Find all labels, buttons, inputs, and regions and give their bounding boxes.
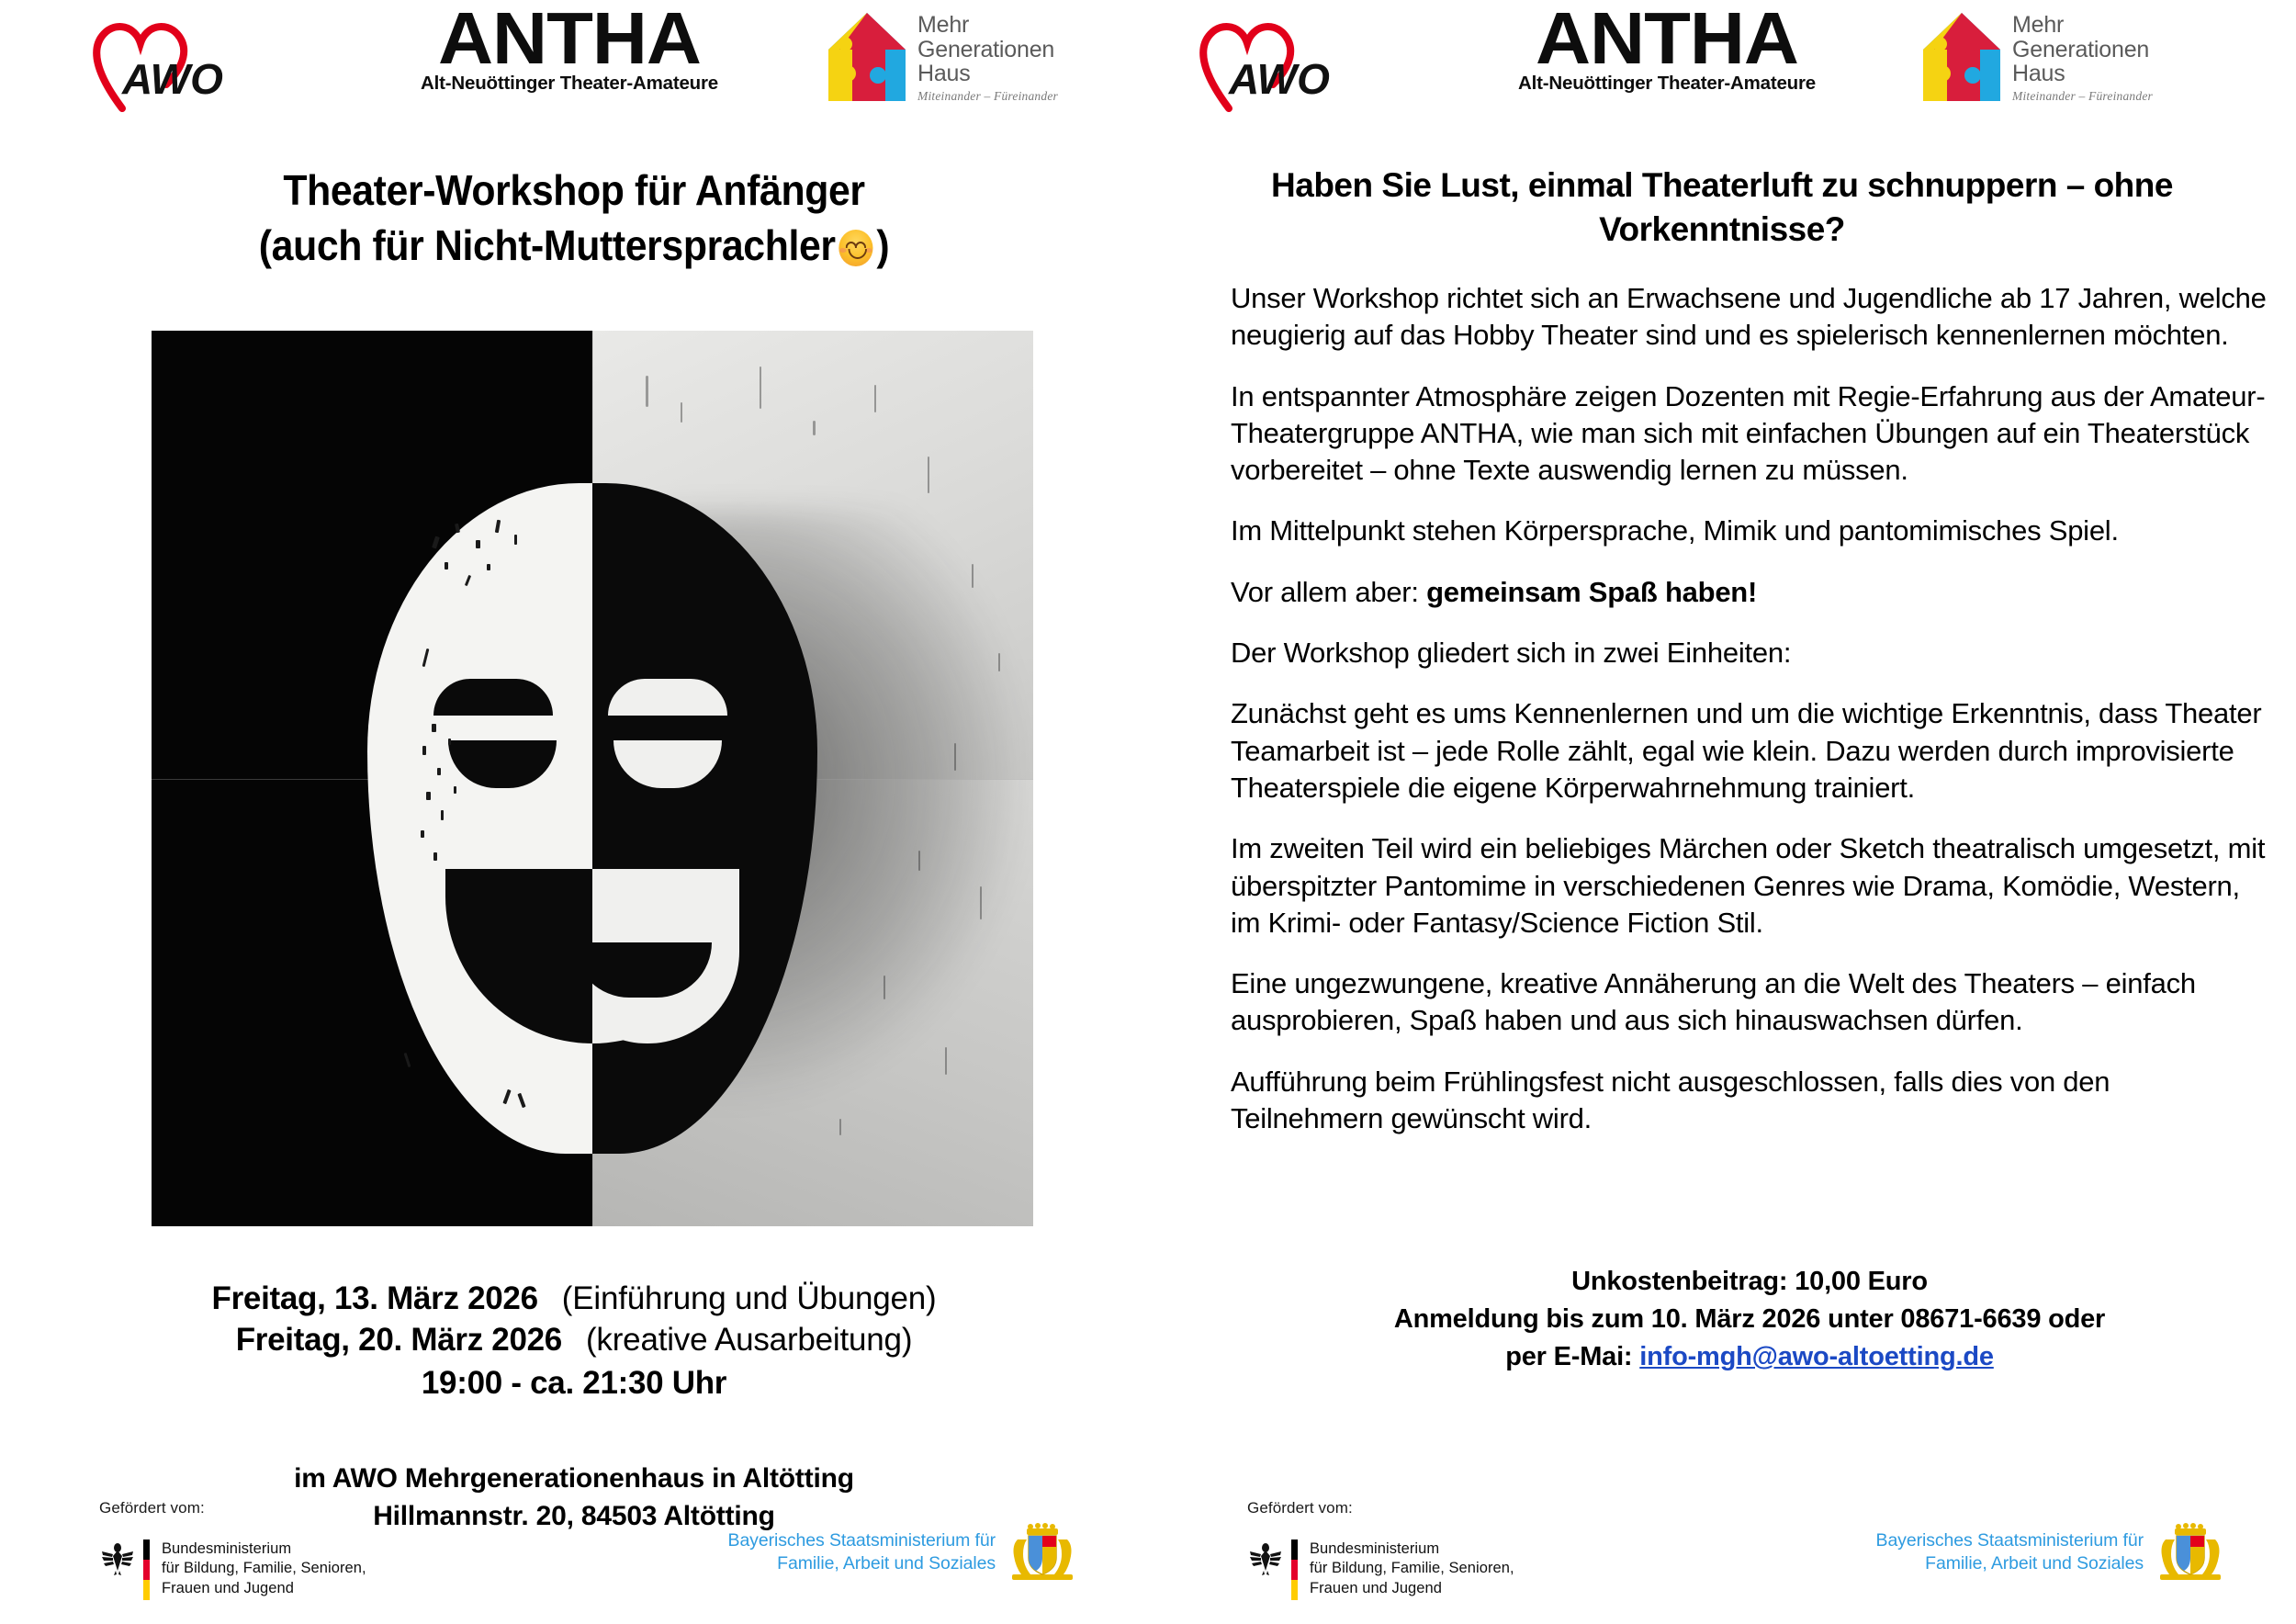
paragraph-8: Aufführung beim Frühlingsfest nicht ausgeschlossen, falls dies von den Teilnehmern gewünscht wird. (1231, 1065, 2110, 1135)
footer-left (0, 1468, 1148, 1624)
awo-logo (87, 13, 243, 114)
bmf-text (1310, 1539, 1514, 1598)
mask-face (367, 483, 817, 1154)
paragraph-3: Im Mittelpunkt stehen Körpersprache, Mimik und pantomimisches Spiel. (1231, 514, 2119, 547)
footer-right (1148, 1468, 2296, 1624)
mgh-line-1: Mehr (917, 12, 970, 38)
date-row-1 (0, 1279, 1148, 1320)
bmf-line-1: Bundesministerium (162, 1540, 292, 1557)
logo-row-left (0, 0, 1148, 129)
mgh-line-2: Generationen (917, 36, 1055, 62)
bavaria-coat-of-arms-icon (1008, 1521, 1076, 1584)
bayern-line-1: Bayerisches Staatsministerium für (1875, 1530, 2144, 1551)
date-block (0, 1279, 1148, 1404)
paragraph-highlight (1231, 574, 2268, 611)
bayern-line-2: Familie, Arbeit und Soziales (1925, 1553, 2144, 1573)
bayern-line-2: Familie, Arbeit und Soziales (777, 1553, 996, 1573)
mgh-house-icon (1919, 9, 2004, 108)
bayern-logo (728, 1521, 1076, 1584)
federal-eagle-icon (101, 1539, 134, 1576)
bmf-line-3: Frauen und Jugend (162, 1579, 294, 1596)
antha-logo-right (1515, 0, 1818, 95)
highlight-bold: gemeinsam Spaß haben! (1426, 575, 1758, 608)
registration-line: Anmeldung bis zum 10. März 2026 unter 08671-6639 oder (1393, 1304, 2106, 1335)
paragraph-1: Unser Workshop richtet sich an Erwachsene und Jugendliche ab 17 Jahren, welche neugierig auf das Hobby Theater sind und es spielerisch kennenlernen möchten. (1231, 282, 2267, 352)
paragraph-2: In entspannter Atmosphäre zeigen Dozenten mit Regie-Erfahrung aus der Amateur-Theatergruppe ANTHA, wie man sich mit einfachen Übungen auf ein Theaterstück vorbereitet – ohne Texte auswendig lernen zu müssen. (1231, 379, 2266, 487)
antha-wordmark: ANTHA (1536, 0, 1798, 79)
venue-line-1: im AWO Mehrgenerationenhaus in Altötting (294, 1463, 854, 1494)
title-line-2 (40, 219, 1109, 274)
bmf-logo (101, 1539, 366, 1600)
fee-line: Unkostenbeitrag: 10,00 Euro (1571, 1267, 1928, 1296)
highlight-prefix: Vor allem aber: (1231, 575, 1427, 608)
right-heading-line-2: Vorkenntnisse? (1599, 210, 1845, 249)
poster-title (0, 164, 1148, 274)
awo-logo-right (1194, 13, 1350, 114)
bmf-line-1: Bundesministerium (1310, 1540, 1440, 1557)
bmf-line-2: für Bildung, Familie, Senioren, (162, 1560, 366, 1577)
date-row-2 (0, 1320, 1148, 1361)
paragraph-6: Im zweiten Teil wird ein beliebiges Märchen oder Sketch theatralisch umgesetzt, mit überspitzter Pantomime in verschiedenen Genres wie Drama, Komödie, Western, im Krimi- oder Fantasy/Science Fiction Stil. (1231, 832, 2266, 939)
mgh-logo (825, 9, 1058, 108)
title-line-1: Theater-Workshop für Anfänger (283, 166, 865, 214)
bmf-logo (1249, 1539, 1514, 1600)
funded-by-label: Gefördert vom: (99, 1499, 205, 1517)
mgh-text-block (917, 9, 1058, 104)
mgh-line-3: Haus (2012, 61, 2065, 86)
smiling-face-with-smiling-eyes-icon (838, 230, 872, 266)
mgh-logo-right (1919, 9, 2153, 108)
theater-mask-photo (152, 331, 1033, 1226)
antha-subtitle: Alt-Neuöttinger Theater-Amateure (1518, 72, 1816, 94)
date-2-note: (kreative Ausarbeitung) (585, 1321, 913, 1358)
bmf-line-3: Frauen und Jugend (1310, 1579, 1442, 1596)
bmf-line-2: für Bildung, Familie, Senioren, (1310, 1560, 1514, 1577)
bmf-text (162, 1539, 366, 1598)
antha-logo (418, 0, 721, 95)
mgh-line-3: Haus (917, 61, 971, 86)
title-line-2-close: ) (876, 220, 890, 269)
antha-wordmark: ANTHA (438, 0, 701, 79)
date-1: Freitag, 13. März 2026 (211, 1280, 538, 1316)
bayern-text (1876, 1529, 2144, 1574)
svg-text:AWO: AWO (122, 55, 223, 103)
mgh-text-block (2012, 9, 2153, 104)
paragraph-4: Der Workshop gliedert sich in zwei Einheiten: (1231, 637, 1792, 670)
logo-row-right (1148, 0, 2296, 129)
email-line (1231, 1338, 2268, 1376)
awo-heart-icon (87, 13, 243, 114)
date-2: Freitag, 20. März 2026 (235, 1321, 562, 1358)
bayern-text (728, 1529, 996, 1574)
svg-text:AWO: AWO (1229, 55, 1330, 103)
contact-block (1231, 1263, 2268, 1377)
email-prefix: per E-Mai: (1505, 1342, 1640, 1372)
federal-eagle-icon (1249, 1539, 1282, 1576)
german-flag-bar (1291, 1539, 1298, 1600)
funded-by-label: Gefördert vom: (1247, 1499, 1353, 1517)
right-heading (1203, 164, 2241, 252)
date-1-note: (Einführung und Übungen) (561, 1280, 937, 1316)
paragraph-7: Eine ungezwungene, kreative Annäherung an die Welt des Theaters – einfach ausprobieren, Spaß haben und aus sich hinauswachsen dürfen. (1231, 967, 2196, 1037)
mgh-tagline: Miteinander – Füreinander (917, 88, 1058, 103)
bayern-logo (1876, 1521, 2224, 1584)
mgh-line-2: Generationen (2012, 36, 2150, 62)
right-body-column (1231, 280, 2268, 1161)
mgh-tagline: Miteinander – Füreinander (2012, 88, 2153, 103)
right-heading-line-1: Haben Sie Lust, einmal Theaterluft zu schnuppern – ohne (1271, 166, 2173, 204)
title-line-2-text: (auch für Nicht-Muttersprachler (258, 220, 836, 269)
bavaria-coat-of-arms-icon (2156, 1521, 2224, 1584)
email-link[interactable]: info-mgh@awo-altoetting.de (1639, 1342, 1994, 1372)
mgh-house-icon (825, 9, 909, 108)
german-flag-bar (143, 1539, 150, 1600)
workshop-time: 19:00 - ca. 21:30 Uhr (421, 1364, 727, 1401)
awo-heart-icon (1194, 13, 1350, 114)
paragraph-5: Zunächst geht es ums Kennenlernen und um die wichtige Erkenntnis, dass Theater Teamarbeit ist – jede Rolle zählt, egal wie klein. Dazu werden durch improvisierte Theaterspiele die eigene Körperwahrnehmung trainiert. (1231, 697, 2262, 804)
venue-line-2: Hillmannstr. 20, 84503 Altötting (373, 1500, 775, 1531)
bayern-line-1: Bayerisches Staatsministerium für (727, 1530, 996, 1551)
mgh-line-1: Mehr (2012, 12, 2065, 38)
antha-subtitle: Alt-Neuöttinger Theater-Amateure (421, 72, 718, 94)
